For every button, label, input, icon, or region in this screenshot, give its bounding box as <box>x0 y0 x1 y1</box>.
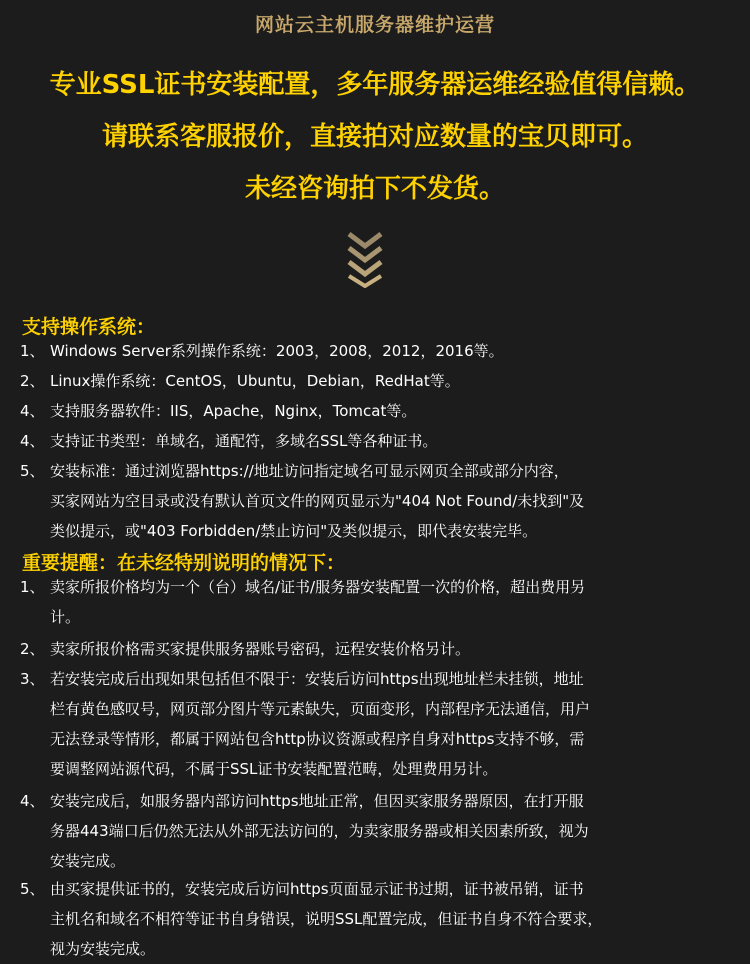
support-item <box>20 366 460 396</box>
item-text: 无法登录等情形，都属于网站包含http协议资源或程序自身对https支持不够，需 <box>50 730 585 748</box>
item-text: 要调整网站源代码，不属于SSL证书安装配置范畴，处理费用另计。 <box>50 760 498 778</box>
headline-1: 专业SSL证书安装配置，多年服务器运维经验值得信赖。 <box>49 70 701 100</box>
item-text: 卖家所报价格需买家提供服务器账号密码，远程安装价格另计。 <box>50 640 471 658</box>
notice-item <box>20 786 589 876</box>
item-text: Windows Server系列操作系统：2003，2008，2012，2016等。 <box>50 342 504 360</box>
item-text: 安装完成。 <box>50 852 126 870</box>
item-number: 5、 <box>20 462 45 480</box>
item-number: 4、 <box>20 402 45 420</box>
notice-item <box>20 572 585 632</box>
item-number: 2、 <box>20 640 45 658</box>
item-number: 3、 <box>20 670 45 688</box>
support-item <box>20 336 504 366</box>
item-text: 视为安装完成。 <box>50 940 156 958</box>
page-title: 网站云主机服务器维护运营 <box>254 13 495 36</box>
notice-item <box>20 634 470 664</box>
item-text: 类似提示，或"403 Forbidden/禁止访问"及类似提示，即代表安装完毕。 <box>50 522 538 540</box>
item-text: 栏有黄色感叹号，网页部分图片等元素缺失，页面变形，内部程序无法通信，用户 <box>50 700 591 718</box>
support-section-title: 支持操作系统： <box>22 316 156 338</box>
item-text: 卖家所报价格均为一个（台）域名/证书/服务器安装配置一次的价格，超出费用另 <box>50 578 586 596</box>
item-text: 务器443端口后仍然无法从外部无法访问的，为卖家服务器或相关因素所致，视为 <box>50 822 589 840</box>
item-text: 安装标准：通过浏览器https://地址访问指定域名可显示网页全部或部分内容， <box>50 462 569 480</box>
item-number: 4、 <box>20 432 45 450</box>
support-item <box>20 426 437 456</box>
support-item <box>20 396 416 426</box>
item-number: 1、 <box>20 578 45 596</box>
headline-2: 请联系客服报价，直接拍对应数量的宝贝即可。 <box>101 122 648 152</box>
item-number: 1、 <box>20 342 45 360</box>
item-text: 计。 <box>50 608 81 626</box>
item-text: 由买家提供证书的，安装完成后访问https页面显示证书过期，证书被吊销，证书 <box>50 880 584 898</box>
header-bar <box>0 0 750 46</box>
headline-3: 未经咨询拍下不发货。 <box>244 174 505 204</box>
item-text: 若安装完成后出现如果包括但不限于：安装后访问https出现地址栏未挂锁，地址 <box>50 670 584 688</box>
item-number: 5、 <box>20 880 45 898</box>
support-item <box>20 456 584 546</box>
item-number: 2、 <box>20 372 45 390</box>
item-text: 安装完成后，如服务器内部访问https地址正常，但因买家服务器原因，在打开服 <box>50 792 584 810</box>
notice-item <box>20 664 590 784</box>
item-text: 主机名和域名不相符等证书自身错误，说明SSL配置完成，但证书自身不符合要求， <box>50 910 603 928</box>
notice-item <box>20 874 602 964</box>
item-text: 买家网站为空目录或没有默认首页文件的网页显示为"404 Not Found/未找到"及 <box>50 492 585 510</box>
triple-chevron-down-icon <box>343 228 387 288</box>
item-text: 支持服务器软件：IIS，Apache，Nginx，Tomcat等。 <box>50 402 417 420</box>
item-text: Linux操作系统：CentOS，Ubuntu，Debian，RedHat等。 <box>50 372 460 390</box>
notice-section-title: 重要提醒：在未经特别说明的情况下： <box>22 552 346 574</box>
item-number: 4、 <box>20 792 45 810</box>
item-text: 支持证书类型：单域名，通配符，多域名SSL等各种证书。 <box>50 432 438 450</box>
